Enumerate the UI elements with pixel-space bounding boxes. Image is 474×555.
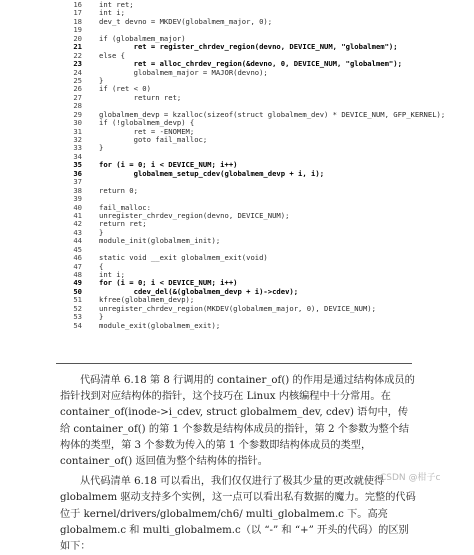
line-number: 50 [73, 286, 82, 296]
line-number: 33 [73, 143, 82, 153]
code-text: dev_t devno = MKDEV(globalmem_major, 0); [99, 16, 273, 26]
code-text: if (globalmem_major) [99, 33, 186, 43]
line-number: 26 [73, 84, 82, 94]
code-text: static void __exit globalmem_exit(void) [99, 253, 268, 263]
code-line [0, 237, 474, 245]
code-line [0, 263, 474, 271]
line-number: 29 [73, 109, 82, 119]
code-text: } [99, 312, 104, 322]
code-line [0, 128, 474, 136]
line-number: 37 [73, 177, 82, 187]
code-line [0, 254, 474, 262]
code-line [0, 111, 474, 119]
line-number: 23 [73, 59, 82, 69]
code-line [0, 1, 474, 9]
code-text: fail_malloc: [99, 202, 151, 212]
code-line [0, 43, 474, 51]
code-text: cdev_del(&(globalmem_devp + i)->cdev); [99, 286, 299, 296]
code-line [0, 187, 474, 195]
line-number: 42 [73, 219, 82, 229]
line-number: 36 [73, 168, 82, 178]
line-number: 40 [73, 202, 82, 212]
line-number: 31 [73, 126, 82, 136]
code-line [0, 119, 474, 127]
code-text: unregister_chrdev_region(MKDEV(globalmem_major, 0), DEVICE_NUM); [99, 303, 376, 313]
code-text: module_exit(globalmem_exit); [99, 320, 221, 330]
code-text: ret = register_chrdev_region(devno, DEVICE_NUM, "globalmem"); [99, 42, 398, 52]
code-line [0, 18, 474, 26]
line-number: 28 [73, 101, 82, 111]
line-number: 49 [73, 278, 82, 288]
code-line [0, 195, 474, 203]
code-line [0, 26, 474, 34]
code-text: globalmem_setup_cdev(globalmem_devp + i, i); [99, 168, 325, 178]
line-number: 20 [73, 33, 82, 43]
line-number: 32 [73, 135, 82, 144]
line-number: 48 [73, 270, 82, 279]
line-number: 16 [73, 0, 82, 9]
code-text: goto fail_malloc; [99, 135, 208, 144]
line-number: 51 [73, 295, 82, 305]
code-text: for (i = 0; i < DEVICE_NUM; i++) [99, 160, 238, 170]
line-number: 46 [73, 253, 82, 263]
code-line [0, 305, 474, 313]
code-text: if (ret < 0) [99, 84, 151, 94]
csdn-watermark: CSDN @柑子c [380, 473, 441, 483]
line-number: 52 [73, 303, 82, 313]
code-divider-rule [56, 363, 412, 364]
code-text: return ret; [99, 92, 182, 102]
code-text: ret = -ENOMEM; [99, 126, 195, 136]
prose-section [60, 373, 416, 555]
line-number: 19 [73, 25, 82, 35]
line-number: 35 [73, 160, 82, 170]
line-number: 18 [73, 16, 82, 26]
line-number: 21 [73, 42, 82, 52]
code-text: kfree(globalmem_devp); [99, 295, 195, 305]
code-text: } [99, 143, 104, 153]
paragraph-container-of: 代码清单 6.18 第 8 行调用的 container_of() 的作用是通过结构体成员的指针找到对应结构体的指针，这个技巧在 Linux 内核编程中十分常用。在 container_of(inode->i_cdev, struct globalmem_dev, cdev) 语句中，传给 container_of() 的第 1 个参数是结构体成员的指针，第 2 个参数为整个结构体的类型，第 3 个参数为传入的第 1 个参数即结构体成员的类型，container_of() 返回值为整个结构体的指针。 [60, 375, 415, 468]
code-line [0, 288, 474, 296]
code-text: { [99, 261, 104, 271]
code-line [0, 313, 474, 321]
code-text: ret = alloc_chrdev_region(&devno, 0, DEVICE_NUM, "globalmem"); [99, 59, 402, 69]
code-text: int i; [99, 8, 125, 18]
line-number: 47 [73, 261, 82, 271]
line-number: 34 [73, 151, 82, 161]
code-line [0, 144, 474, 152]
line-number: 53 [73, 312, 82, 322]
line-number: 24 [73, 67, 82, 77]
code-line [0, 77, 474, 85]
code-text: else { [99, 50, 125, 60]
code-text: return ret; [99, 219, 147, 229]
line-number: 44 [73, 236, 82, 246]
code-line [0, 271, 474, 279]
code-line [0, 220, 474, 228]
line-number: 54 [73, 320, 82, 330]
line-number: 38 [73, 185, 82, 195]
code-listing [0, 1, 474, 330]
line-number: 39 [73, 194, 82, 204]
code-text: unregister_chrdev_region(devno, DEVICE_NUM); [99, 210, 290, 220]
code-line [0, 322, 474, 330]
code-line [0, 170, 474, 178]
code-line [0, 94, 474, 102]
line-number: 27 [73, 92, 82, 102]
line-number: 45 [73, 244, 82, 254]
line-number: 43 [73, 227, 82, 237]
code-text: } [99, 227, 104, 237]
code-text: for (i = 0; i < DEVICE_NUM; i++) [99, 278, 238, 288]
code-text: int ret; [99, 0, 134, 9]
code-line [0, 85, 474, 93]
code-text: globalmem_devp = kzalloc(sizeof(struct globalmem_dev) * DEVICE_NUM, GFP_KERNEL); [99, 109, 446, 119]
code-text: int i; [99, 270, 125, 279]
code-line [0, 212, 474, 220]
line-number: 17 [73, 8, 82, 18]
code-text: globalmem_major = MAJOR(devno); [99, 67, 268, 77]
code-line [0, 153, 474, 161]
code-text: return 0; [99, 185, 138, 195]
line-number: 25 [73, 75, 82, 85]
code-line [0, 69, 474, 77]
paragraph-multi-instance: 从代码清单 6.18 可以看出，我们仅仅进行了极其少量的更改就使得 globalmem 驱动支持多个实例，这一点可以看出私有数据的魔力。完整的代码位于 kernel/drivers/globalmem/ch6/ multi_globalmem.c 下。高亮 globalmem.c 和 multi_globalmem.c（以 “-” 和 “+” 开头的代码）的区别如下： [60, 476, 416, 553]
line-number: 41 [73, 210, 82, 220]
line-number: 22 [73, 50, 82, 60]
code-line [0, 229, 474, 237]
code-line [0, 136, 474, 144]
code-text: if (!globalmem_devp) { [99, 118, 195, 128]
code-text: module_init(globalmem_init); [99, 236, 221, 246]
line-number: 30 [73, 118, 82, 128]
code-line [0, 178, 474, 186]
code-text: } [99, 75, 104, 85]
